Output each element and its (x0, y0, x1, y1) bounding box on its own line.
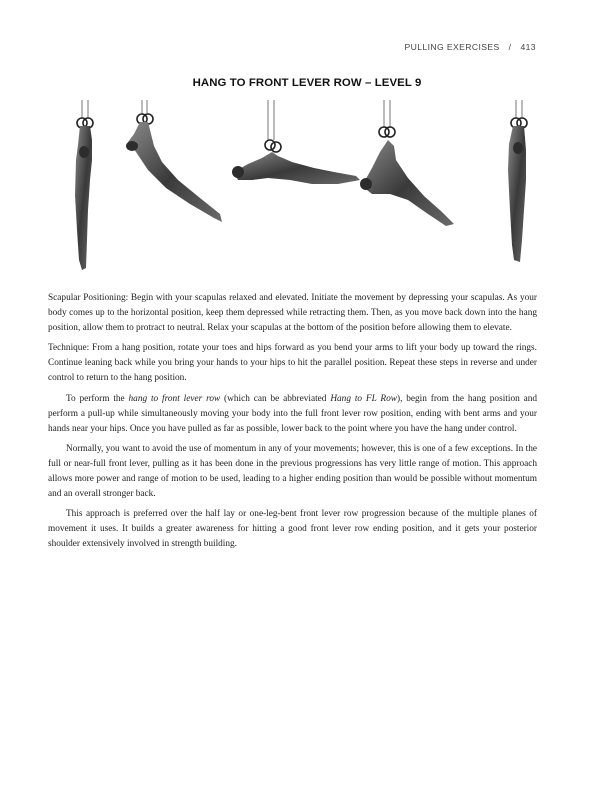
scapular-positioning-paragraph: Scapular Positioning: Begin with your scapulas relaxed and elevated. Initiate the movement by depressing your scapulas. As your body comes up to the horizontal position, keep them depressed while retracting them. Then, as you move back down into the hang position, allow them to protract to neutral. Relax your scapulas at the bottom of the position before allowing them to elevate. (48, 293, 537, 334)
technique-paragraph: Technique: From a hang position, rotate your toes and hips forward as you bend your arms to lift your body up toward the rings. Continue leaning back while you bring your hands to your hips to hit the parallel position. Repeat these steps in reverse and under control to return to the hang position. (48, 343, 537, 384)
how-to-perform-paragraph (48, 392, 537, 437)
exercise-abbreviation-emphasis: Hang to FL Row (330, 393, 397, 404)
figure-frame-hang-end (508, 100, 527, 262)
body-text (48, 291, 537, 558)
running-head-separator: / (508, 42, 512, 52)
running-head (405, 42, 537, 52)
momentum-paragraph: Normally, you want to avoid the use of momentum in any of your movements; however, this is one of a few exceptions. In the full or near-full front lever, pulling as it has been done in the previous progressions has very little range of motion. This approach allows more power and range of motion to be used, leading to a higher ending position than would be possible without momentum and an overall stronger back. (48, 443, 537, 500)
figure-frame-front-lever-row (232, 100, 360, 184)
exercise-name-emphasis: hang to front lever row (128, 393, 221, 404)
text-run: (which can be abbreviated (220, 393, 331, 404)
figure-frame-lean-back (126, 100, 222, 222)
approach-preferred-paragraph: This approach is preferred over the half lay or one-leg-bent front lever row progression because of the multiple planes of movement it uses. It builds a greater awareness for hitting a good front lever row ending position, and it gets your posterior shoulder extensively involved in strength building. (48, 509, 537, 550)
gymnast-ring-sequence-icon (62, 100, 552, 280)
figure-frame-hang-start (75, 100, 93, 270)
text-run: ), begin from the hang position and perform a pull-up while simultaneously moving your body into the full front lever row position, ending with bent arms and your hands near your hips. Once you have pulled as far as possible, lower back to the point where you have the hang under control. (48, 393, 538, 434)
running-head-section: PULLING EXERCISES (404, 42, 500, 52)
figure-frame-lean-back-return (360, 100, 454, 226)
exercise-title: HANG TO FRONT LEVER ROW – LEVEL 9 (192, 77, 422, 89)
exercise-figure (62, 100, 552, 280)
text-run: To perform the (66, 393, 129, 404)
page-number: 413 (520, 42, 536, 52)
